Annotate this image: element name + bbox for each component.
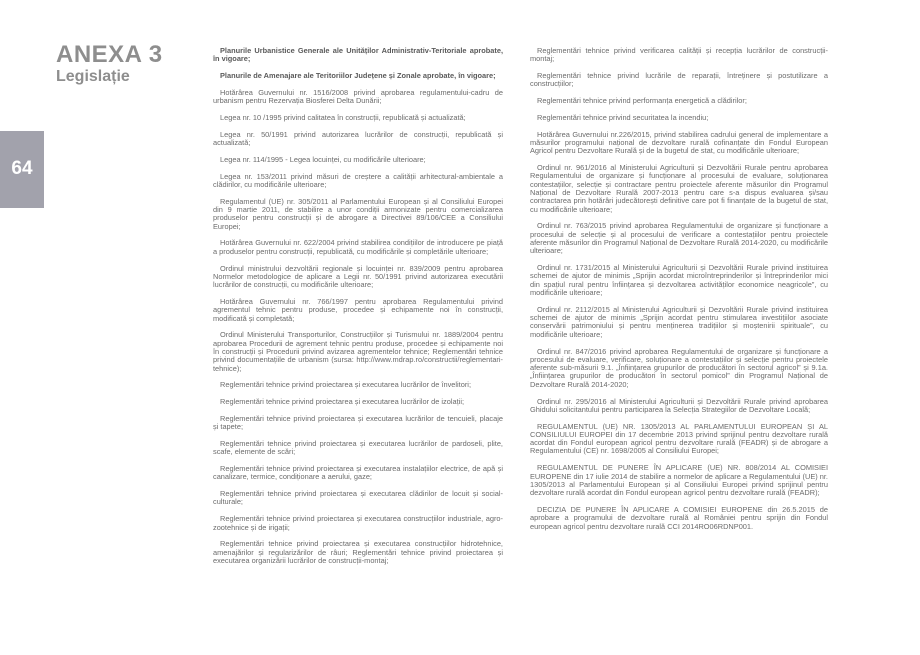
legislation-item: Reglementări tehnice privind proiectarea și executarea clădirilor de locuit și social-culturale; (213, 489, 503, 507)
legislation-item: Hotărârea Guvernului nr. 622/2004 privind stabilirea condițiilor de introducere pe piață a produselor pentru construcții, republicată, cu modificările și completările ulterioare; (213, 238, 503, 256)
legislation-item: REGULAMENTUL (UE) NR. 1305/2013 AL PARLAMENTULUI EUROPEAN ȘI AL CONSILIULUI EUROPEI din 17 decembrie 2013 privind sprijinul pentru dezvoltare rurală acordat din Fondul european agricol pentru dezvoltare rurală (FEADR) și de abrogare a Regulamentului (CE) nr. 1698/2005 al Consiliului Europei; (530, 421, 828, 456)
legislation-item: Ordinul nr. 847/2016 privind aprobarea Regulamentului de organizare și funcționare a procesului de evaluare, verificare, soluționare a contestațiilor și selecție pentru proiectele aferente sub-măsurii 9.1. „Înființarea grupurilor de producători în sectorul agricol” și 9.1a. „Înființarea grupurilor de producători în sectorul pomicol” din Programul Național de Dezvoltare Rurală 2014-2020; (530, 346, 828, 389)
legislation-item: Legea nr. 10 /1995 privind calitatea în construcții, republicată și actualizată; (220, 112, 466, 122)
legislation-item: Reglementări tehnice privind proiectarea și executarea lucrărilor de pardoseli, plite, scafe, elemente de scări; (213, 439, 503, 457)
legislation-item: Hotărârea Guvernului nr. 766/1997 pentru aprobarea Regulamentului privind agrementul tehnic pentru produse, procedee și echipamente noi în construcții, modificată și completată; (213, 296, 503, 323)
legislation-item: Ordinul Ministerului Transporturilor, Construcțiilor și Turismului nr. 1889/2004 pentru aprobarea Procedurii de agrement tehnic pentru produse, procedee și echipamente noi în construcții și Procedurii privind avizarea agrementelor tehnice; Reglementări tehnice privind documentațiile de urbanism (sursa: http://www.mdrap.ro/constructii/reglementari-tehnice); (213, 330, 503, 373)
legislation-item: Reglementări tehnice privind proiectarea și executarea construcțiilor hidrotehnice, amenajărilor și regularizărilor de râuri; Reglementări tehnice privind proiectarea și executarea organizării lucrărilor de construcții-montaj; (213, 539, 503, 565)
legislation-item: Ordinul nr. 2112/2015 al Ministerului Agriculturii și Dezvoltării Rurale privind instituirea schemei de ajutor de minimis „Sprijin acordat pentru stimularea investițiilor asociate conservării patrimoniului și pentru menținerea tradițiilor și moștenirii spirituale”, cu modificările ulterioare; (530, 304, 828, 339)
legislation-item: Reglementări tehnice privind proiectarea și executarea lucrărilor de învelitori; (220, 380, 471, 390)
legislation-item: Planurile Urbanistice Generale ale Unităților Administrativ-Teritoriale aprobate, în vigoare; (213, 46, 503, 64)
annex-heading (56, 42, 163, 86)
right-legislation-column (530, 47, 828, 539)
legislation-item: Reglementări tehnice privind securitatea la incendiu; (537, 112, 709, 122)
legislation-item: Ordinul nr. 961/2016 al Ministerului Agriculturii și Dezvoltării Rurale pentru aprobarea Regulamentului de organizare și funcționare al procesului de evaluare, soluționarea contestațiilor, selecție și contractare pentru proiectele aferente măsurilor din Programul Național de Dezvoltare Rurală 2007-2013 pentru care s-a dispus evaluarea și/sau contractarea prin hotărâri judecătorești definitive care pot fi finanțate de la bugetul de stat, cu modificările ulterioare; (530, 163, 828, 214)
legislation-item: Legea nr. 114/1995 - Legea locuinței, cu modificările ulterioare; (220, 154, 426, 164)
page-number: 64 (11, 158, 33, 179)
legislation-item: Hotărârea Guvernului nr. 1516/2008 privind aprobarea regulamentului-cadru de urbanism pentru Rezervația Biosferei Delta Dunării; (213, 87, 503, 106)
legislation-item: Ordinul nr. 1731/2015 al Ministerului Agriculturii și Dezvoltării Rurale privind instituirea schemei de ajutor de minimis „Sprijin acordat microîntreprinderilor și întreprinderilor mici din spațiul rural pentru înființarea și dezvoltarea activităților economice neagricole”, cu modificările ulterioare; (530, 263, 828, 298)
legislation-item: Legea nr. 153/2011 privind măsuri de creștere a calității arhitectural-ambientale a clădirilor, cu modificările ulterioare; (213, 171, 503, 189)
legislation-item: Regulamentul (UE) nr. 305/2011 al Parlamentului European și al Consiliului Europei din 9 martie 2011, de stabilire a unor condiții armonizate pentru comercializarea produselor pentru construcții și de abrogare a Directivei 89/106/CEE a Consiliului Europei; (213, 196, 503, 231)
legislation-item: Reglementări tehnice privind proiectarea și executarea lucrărilor de izolații; (220, 397, 465, 407)
legislation-item: Reglementări tehnice privind lucrările de reparații, întreținere și postutilizare a construcțiilor; (530, 71, 828, 89)
legislation-item: Planurile de Amenajare ale Teritoriilor Județene și Zonale aprobate, în vigoare; (220, 71, 496, 81)
legislation-item: Reglementări tehnice privind performanța energetică a clădirilor; (537, 96, 747, 106)
page-number-tab (0, 131, 44, 208)
legislation-item: Reglementări tehnice privind proiectarea și executarea lucrărilor de tencuieli, placaje și tapete; (213, 413, 503, 432)
legislation-item: Hotărârea Guvernului nr.226/2015, privind stabilirea cadrului general de implementare a măsurilor programului național de dezvoltare rurală cofinanțate din Fondul European Agricol pentru Dezvoltare Rurală și de la bugetul de stat, cu modificările ulterioare; (530, 129, 828, 156)
legislation-item: Ordinul nr. 763/2015 privind aprobarea Regulamentului de organizare și funcționare a procesului de selecție și al procesului de verificare a contestațiilor pentru proiectele aferente măsurilor din Programul Național de Dezvoltare Rurală 2014-2020, cu modificările ulterioare; (530, 221, 828, 256)
legislation-item: DECIZIA DE PUNERE ÎN APLICARE A COMISIEI EUROPENE din 26.5.2015 de aprobare a programului de dezvoltare rurală al României pentru sprijin din Fondul european agricol pentru dezvoltare rurală CCI 2014RO06RDNP001. (530, 504, 828, 531)
legislation-item: Ordinul nr. 295/2016 al Ministerului Agriculturii și Dezvoltării Rurale privind aprobarea Ghidului solicitantului pentru participarea la Selecția Strategiilor de Dezvoltare Locală; (530, 396, 828, 414)
annex-title: ANEXA 3 (56, 41, 163, 68)
left-legislation-column (213, 47, 503, 574)
legislation-item: REGULAMENTUL DE PUNERE ÎN APLICARE (UE) NR. 808/2014 AL COMISIEI EUROPENE din 17 iulie 2014 de stabilire a normelor de aplicare a Regulamentului (UE) nr. 1305/2013 al Parlamentului European și al Consiliului Europei privind sprijinul pentru dezvoltare rurală acordat din Fondul european agricol pentru dezvoltare rurală (FEADR); (530, 463, 828, 498)
legislation-item: Reglementări tehnice privind proiectarea și executarea construcțiilor industriale, agro-zootehnice și de irigații; (213, 514, 503, 532)
legislation-item: Reglementări tehnice privind proiectarea și executarea instalațiilor electrice, de apă și canalizare, termice, condiționare a aerului, gaze; (213, 464, 503, 482)
legislation-item: Legea nr. 50/1991 privind autorizarea lucrărilor de construcții, republicată și actualizată; (213, 129, 503, 148)
legislation-item: Reglementări tehnice privind verificarea calității și recepția lucrărilor de construcții-montaj; (530, 46, 828, 64)
legislation-item: Ordinul ministrului dezvoltării regionale și locuinței nr. 839/2009 pentru aprobarea Normelor metodologice de aplicare a Legii nr. 50/1991 privind autorizarea executării lucrărilor de construcții, cu modificările ulterioare; (213, 263, 503, 290)
annex-subtitle: Legislație (56, 68, 130, 85)
